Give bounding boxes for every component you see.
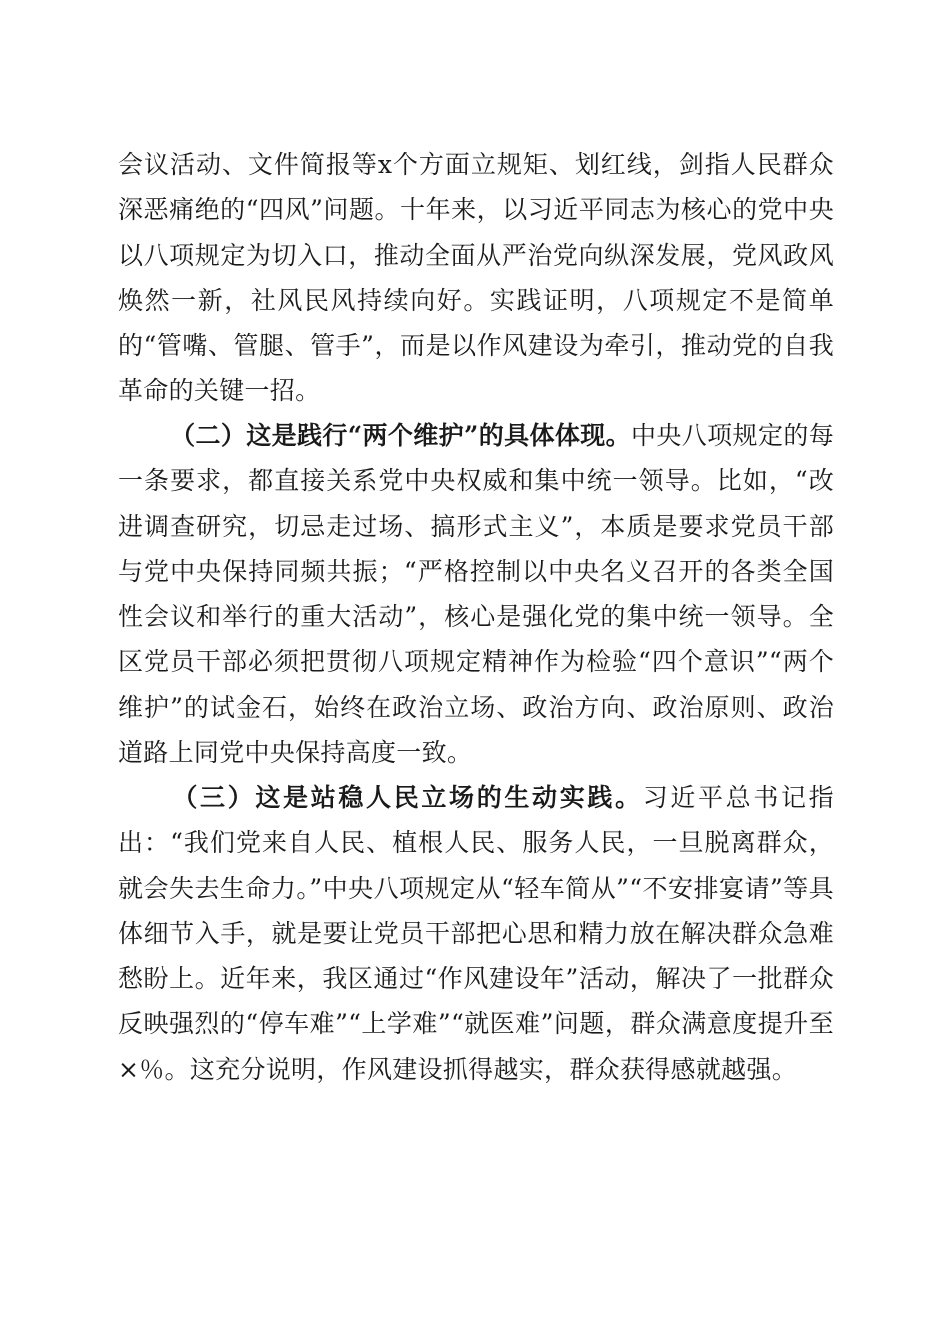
paragraph-1-body: 会议活动、文件简报等x个方面立规矩、划红线，剑指人民群众深恶痛绝的“四风”问题。十年来，以习近平同志为核心的党中央以八项规定为切入口，推动全面从严治党向纵深发展，党风政风焕然一新，社风民风持续向好。实践证明，八项规定不是简单的“管嘴、管腿、管手”，而是以作风建设为牵引，推动党的自我革命的关键一招。 bbox=[118, 150, 834, 406]
paragraph-1 bbox=[118, 142, 834, 414]
paragraph-3-body: 习近平总书记指出：“我们党来自人民、植根人民、服务人民，一旦脱离群众，就会失去生命力。”中央八项规定从“轻车简从”“不安排宴请”等具体细节入手，就是要让党员干部把心思和精力放在解决群众急难愁盼上。近年来，我区通过“作风建设年”活动，解决了一批群众反映强烈的“停车难”“上学难”“就医难”问题，群众满意度提升至×％。这充分说明，作风建设抓得越实，群众获得感就越强。 bbox=[118, 783, 834, 1084]
paragraph-3 bbox=[118, 775, 834, 1092]
paragraph-2-heading: （二）这是践行“两个维护”的具体体现。 bbox=[170, 421, 632, 450]
paragraph-2 bbox=[118, 413, 834, 775]
paragraph-2-body: 中央八项规定的每一条要求，都直接关系党中央权威和集中统一领导。比如，“改进调查研究，切忌走过场、搞形式主义”，本质是要求党员干部与党中央保持同频共振；“严格控制以中央名义召开的各类全国性会议和举行的重大活动”，核心是强化党的集中统一领导。全区党员干部必须把贯彻八项规定精神作为检验“四个意识”“两个维护”的试金石，始终在政治立场、政治方向、政治原则、政治道路上同党中央保持高度一致。 bbox=[118, 421, 834, 768]
paragraph-3-heading: （三）这是站稳人民立场的生动实践。 bbox=[170, 783, 643, 812]
